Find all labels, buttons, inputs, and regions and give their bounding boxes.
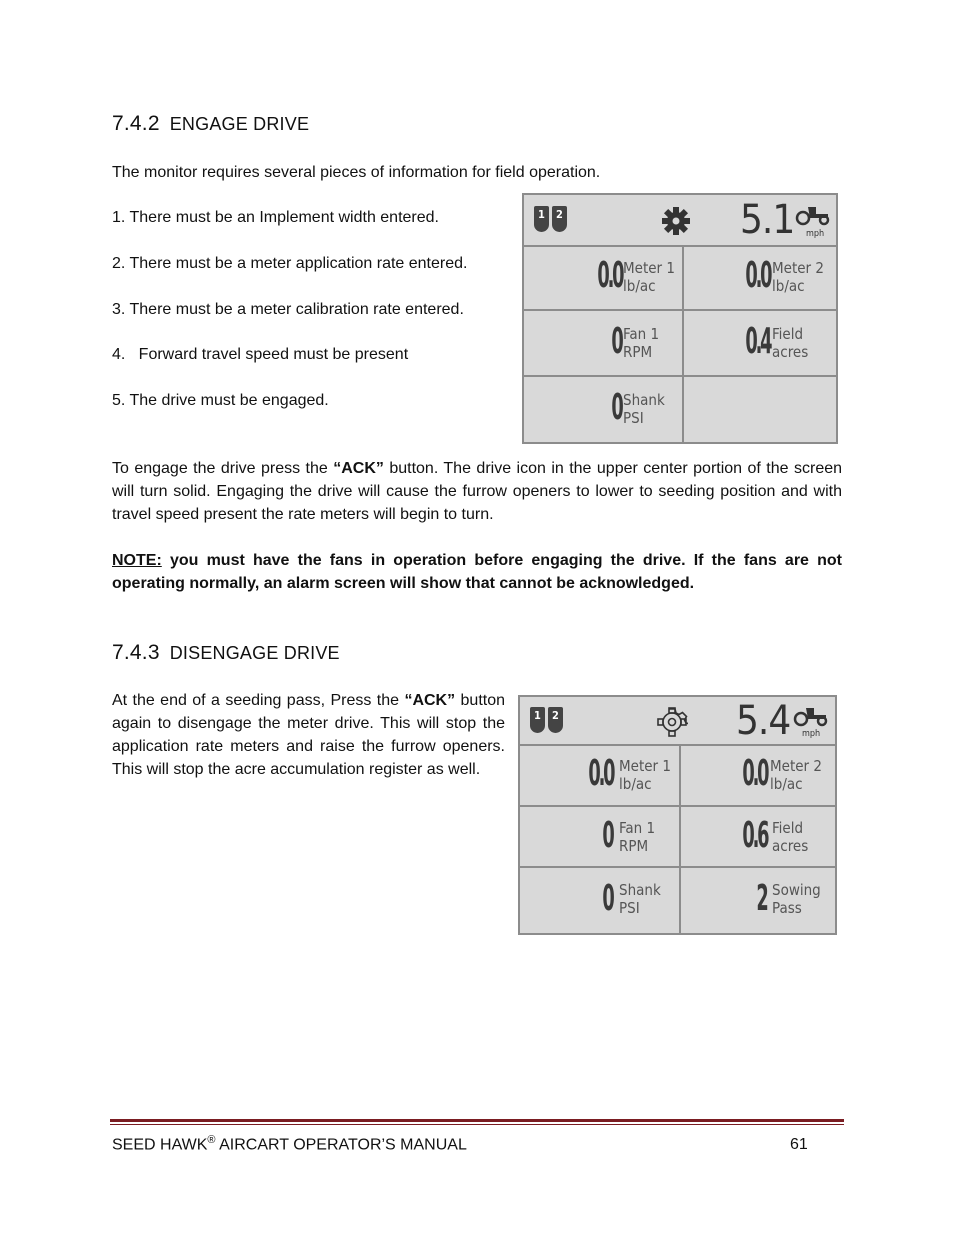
meter-1-unit: lb/ac <box>623 277 656 295</box>
field-acres-value: 0.4 <box>745 321 770 362</box>
cell-empty <box>684 377 836 442</box>
pass-label: Pass <box>772 899 802 917</box>
list-item: 3. There must be a meter calibration rate entered. <box>112 301 464 318</box>
intro-paragraph: The monitor requires several pieces of information for field operation. <box>112 164 601 181</box>
meter-2-label: Meter 2 <box>770 757 822 775</box>
fan-1-unit: RPM <box>619 837 649 855</box>
meter-2-label: Meter 2 <box>772 259 824 277</box>
screen-grid <box>524 245 836 442</box>
cell-sowing-pass <box>681 868 835 933</box>
section-heading-engage: 7.4.2 ENGAGE DRIVE <box>112 112 310 135</box>
footer-rule <box>110 1119 844 1122</box>
field-label: Field <box>772 325 804 343</box>
list-item: 1. There must be an Implement width entered. <box>112 209 439 226</box>
section-badge: 1 <box>530 707 545 733</box>
screen-grid <box>520 744 835 933</box>
field-unit: acres <box>772 837 809 855</box>
fan-1-unit: RPM <box>623 343 653 361</box>
cell-shank <box>520 868 681 933</box>
meter-2-value: 0.0 <box>745 255 770 296</box>
sowing-label: Sowing <box>772 881 821 899</box>
fan-1-value: 0 <box>611 321 622 362</box>
speed-unit: mph <box>802 729 821 739</box>
meter-2-unit: lb/ac <box>772 277 805 295</box>
engage-paragraph: To engage the drive press the “ACK” button. The drive icon in the upper center portion of the screen will turn solid. Engaging the drive will cause the furrow openers to lower to seeding position and with travel speed present the rate meters will begin to turn. <box>112 460 843 523</box>
cell-shank <box>524 377 684 442</box>
speed-readout: 5.1 <box>740 197 795 243</box>
fan-1-value: 0 <box>602 815 613 856</box>
shank-unit: PSI <box>623 409 644 427</box>
cell-meter-1 <box>520 744 681 805</box>
gear-icon <box>656 706 688 738</box>
monitor-screen-disengaged <box>518 695 837 935</box>
tractor-icon <box>794 203 832 227</box>
cell-meter-2 <box>684 245 836 309</box>
field-unit: acres <box>772 343 809 361</box>
cell-fan-1 <box>524 311 684 375</box>
cell-meter-2 <box>681 744 835 805</box>
tractor-icon <box>792 704 830 728</box>
screen-status-bar <box>524 195 836 247</box>
footer-rule-thin <box>110 1124 844 1125</box>
field-acres-value: 0.6 <box>742 815 767 856</box>
gear-icon <box>660 205 692 237</box>
note-paragraph: NOTE: you must have the fans in operation before engaging the drive. If the fans are not operating normally, an alarm screen will show that cannot be acknowledged. <box>112 552 842 592</box>
shank-value: 0 <box>611 387 622 428</box>
list-item: 2. There must be a meter application rate entered. <box>112 255 468 272</box>
speed-unit: mph <box>806 229 825 239</box>
shank-value: 0 <box>602 878 613 919</box>
fan-1-label: Fan 1 <box>619 819 656 837</box>
meter-1-unit: lb/ac <box>619 775 652 793</box>
shank-label: Shank <box>623 391 665 409</box>
meter-2-value: 0.0 <box>742 753 767 794</box>
meter-2-unit: lb/ac <box>770 775 803 793</box>
footer-title: SEED HAWK® AIRCART OPERATOR’S MANUAL <box>112 1134 467 1154</box>
sowing-pass-value: 2 <box>756 878 767 919</box>
cell-field-acres <box>684 311 836 375</box>
field-label: Field <box>772 819 804 837</box>
page-number: 61 <box>790 1136 808 1153</box>
screen-status-bar <box>520 697 835 746</box>
meter-1-value: 0.0 <box>597 255 622 296</box>
meter-1-label: Meter 1 <box>619 757 671 775</box>
shank-label: Shank <box>619 881 661 899</box>
list-item: 5. The drive must be engaged. <box>112 392 329 409</box>
section-badge: 2 <box>552 206 567 232</box>
section-heading-disengage: 7.4.3 DISENGAGE DRIVE <box>112 641 340 664</box>
section-badge: 2 <box>548 707 563 733</box>
meter-1-label: Meter 1 <box>623 259 675 277</box>
list-item: 4. Forward travel speed must be present <box>112 346 409 363</box>
fan-1-label: Fan 1 <box>623 325 660 343</box>
cell-fan-1 <box>520 807 681 866</box>
meter-1-value: 0.0 <box>588 753 613 794</box>
monitor-screen-engaged <box>522 193 838 444</box>
disengage-paragraph: At the end of a seeding pass, Press the “ACK” button again to disengage the meter drive. This will stop the application rate meters and raise the furrow openers. This will stop the acre accumulation register as well. <box>112 692 506 778</box>
cell-meter-1 <box>524 245 684 309</box>
speed-readout: 5.4 <box>736 698 791 744</box>
cell-field-acres <box>681 807 835 866</box>
shank-unit: PSI <box>619 899 640 917</box>
section-badge: 1 <box>534 206 549 232</box>
